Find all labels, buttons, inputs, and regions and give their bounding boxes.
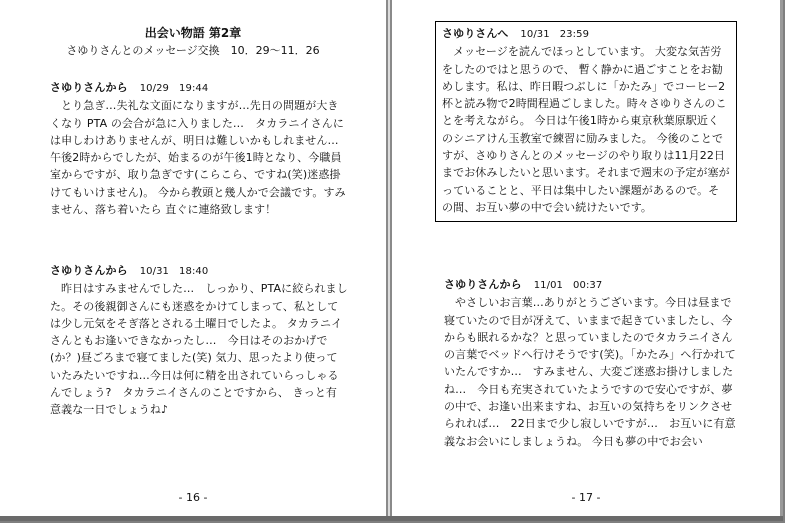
message-date: 11/01 xyxy=(533,280,564,291)
message-block xyxy=(50,79,348,218)
message-body: やさしいお言葉…ありがとうございます。今日は昼まで寝ていたので目が冴えて、いままで起きていましたし、今からも眠れるかな？と思っていましたのでタカラニイさんの言葉でベッドへ行けそうです(笑)。「かたみ」へ行かれていたんですか… すみません、大変ご迷惑お掛けしましたね… 今日も充実されていたようですので安心ですが、夢の中で、お逢い出来ますね、お互いの気持ちをリンクさせられれば… 22日まで少し寂しいですが… お互いに有意義なお会いにしましょうね。 今日も夢の中でお会い xyxy=(444,296,736,448)
message-header xyxy=(442,25,730,43)
page-number: - 17 - xyxy=(571,491,601,504)
message-date: 10/31 xyxy=(520,29,550,40)
message-block xyxy=(50,262,348,419)
message-body: とり急ぎ…失礼な文面になりますが…先日の問題が大きくなり PTA の会合が急に入りました… タカラニイさんには申しわけありませんが、明日は難しいかもしれません… 午後2時からでしたが、始まるのが午後1時となり、今職員室からですが、取り急ぎです(こらこら、ですね(笑)迷惑掛けてもいけません)。 今から教頭と幾人かで会議です。すみません、落ち着いたら 直ぐに連絡致します！ xyxy=(50,99,350,217)
message-body: 昨日はすみませんでした… しっかり、PTAに絞られました。その後親御さんにも迷惑をかけてしまって、私としては少し元気をそぎ落とされる土曜日でしたよ。 タカラニイさんともお逢いできなかったし… 今日はそのおかげで(か？)昼ごろまで寝てました(笑) 気力、思ったより使っていたみたいですね…今日は何に精を出されていらっしゃるんでしょう? タカラニイさんのことですから、 きっと有意義な一日でしょうね♪ xyxy=(50,282,348,417)
message-sender: さゆりさんから xyxy=(50,81,128,94)
right-page xyxy=(392,0,780,516)
message-recipient: さゆりさんへ xyxy=(442,27,509,40)
chapter-subtitle: さゆりさんとのメッセージ交換 10．29～11．26 xyxy=(66,44,320,57)
message-header xyxy=(444,276,740,294)
message-header xyxy=(50,262,348,280)
page-edge-right xyxy=(780,0,783,516)
message-block xyxy=(444,276,740,450)
message-time: 18:40 xyxy=(179,266,209,277)
message-time: 23:59 xyxy=(559,29,590,40)
message-body: メッセージを読んでほっとしています。 大変な気苦労をしたのではと思うので、 暫く静かに過ごすことをお勧めします。私は、昨日暇つぶしに「かたみ」でコーヒー2杯と読み物で2時間程過ごしました。時々さゆりさんのことを考えながら。 今日は午後1時から東京秋葉原駅近くのシニアけん玉教室で練習に励みました。 今後のことですが、さゆりさんとのメッセージのやり取りは11月22日までお休みしたいと思います。それまで週末の予定が塞がっていることと、平日は集中したい課題があるので。その間、お互い夢の中で会い続けたいです。 xyxy=(442,45,730,214)
message-header xyxy=(50,79,348,97)
message-sender: さゆりさんから xyxy=(50,264,128,277)
chapter-title: 出会い物語 第2章 xyxy=(144,26,242,40)
boxed-message-block xyxy=(435,21,737,222)
page-number: - 16 - xyxy=(178,491,208,504)
message-sender: さゆりさんから xyxy=(444,278,522,291)
message-date: 10/29 xyxy=(139,83,170,94)
message-time: 00:37 xyxy=(573,280,603,291)
message-time: 19:44 xyxy=(179,83,209,94)
message-date: 10/31 xyxy=(139,266,170,277)
page-edge-bottom xyxy=(0,516,783,521)
left-page xyxy=(0,0,386,516)
